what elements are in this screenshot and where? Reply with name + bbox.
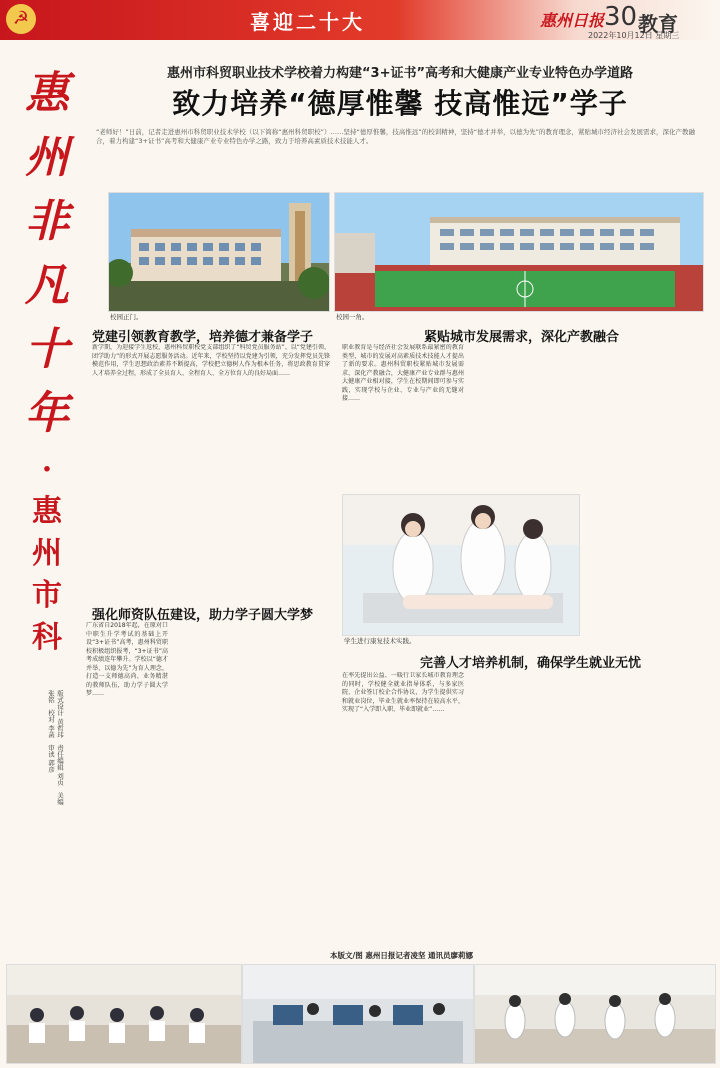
vt-char: 非 — [25, 196, 69, 247]
article-headline: 致力培养“德厚惟馨 技高惟远”学子 — [172, 87, 628, 120]
practical-training-photo — [474, 964, 716, 1064]
section-body-employment: 在率先提出公益、一暖行卫家长城市教育理念的同时，学校健全就业指导体系，与多家医院、企业签订校企合作协议，为学生提供实习和就业岗位，毕业生就业率保持在较高水平，实现了“入学即入职、毕业即就业”…… — [342, 672, 464, 713]
section-body-industry-integration-col2 — [468, 344, 580, 490]
lab-photo — [242, 964, 474, 1064]
section-body-party-building: 新学期，为迎接学生返校，惠州科贸职校党支部组织了“科贸党员服务站”、以“党建引领、团学助力”的形式开展志愿服务活动。近年来，学校坚持以党建为引领，充分发挥党员先锋模范作用，学生思想政治素养不断提高，学校把立德树人作为根本任务，将思政教育贯穿人才培养全过程，形成了全员育人、全程育人、全方位育人的良好局面…… — [92, 344, 330, 377]
vertical-title — [14, 62, 80, 652]
page-number: 30 — [604, 2, 638, 32]
section-title-industry-integration: 紧贴城市发展需求，深化产教融合 — [424, 330, 620, 345]
section-body-employment-col3 — [586, 612, 706, 942]
editorial-credits: 版式设计 黄哲玮 责任编辑 刘贞 美编 张铭 校对 李菡 审读 郭彦 — [47, 690, 64, 805]
article-subtitle: 惠州市科贸职业技术学校着力构建“3+证书”高考和大健康产业专业特色办学道路 — [166, 66, 634, 81]
paper-name-logo: 惠州日报 — [540, 11, 605, 30]
section-title-party-building: 党建引领教育教学，培养德才兼备学子 — [92, 330, 314, 345]
vt-char: 州 — [32, 536, 62, 571]
article-lead: “老师好！”日前，记者走进惠州市科贸职业技术学校（以下简称“惠州科贸职校”）……坚持“德厚惟馨，技高惟远”的校训精神，坚持“德才并举，以德为先”的教育理念，紧贴城市经济社会发展需求，深化产教融合，着力构建“3+证书”高考和大健康产业专业特色办学之路，致力于培养高素质技术技能人才。 — [96, 128, 695, 145]
vertical-title-line2 — [14, 452, 80, 652]
section-body-teaching-staff-col2 — [172, 622, 254, 904]
section-body-column-right — [586, 344, 706, 606]
campus-gate-photo — [108, 192, 330, 312]
section-body-teaching-staff-col3 — [258, 622, 338, 904]
nursing-practice-photo — [342, 494, 580, 636]
issue-date: 2022年10月12日 星期三 — [588, 31, 680, 40]
campus-view-photo — [334, 192, 704, 312]
vt-char: 年 — [25, 388, 69, 439]
vt-char: 凡 — [25, 260, 69, 311]
vt-char: · — [41, 452, 53, 487]
vt-char: 惠 — [32, 494, 62, 529]
section-body-employment-col2 — [468, 672, 580, 942]
vt-char: 惠 — [25, 68, 69, 119]
vt-char: 市 — [32, 578, 62, 613]
classroom-photo — [6, 964, 242, 1064]
banner-slogan: 喜迎二十大 — [250, 10, 365, 34]
vt-char: 科 — [32, 620, 62, 652]
vt-char: 州 — [25, 132, 69, 183]
party-emblem-icon: ☭ — [6, 4, 36, 34]
masthead-banner — [0, 0, 720, 40]
vertical-title-line1 — [14, 62, 80, 446]
section-body-teaching-staff: 广东省自2018年起，在原对口中职生升学考试的基础上开设“3+证书”高考，惠州科贸职校积极组织报考，“3+证书”高考成绩连年攀升。学校以“德才并举、以德为先”为育人理念，打造一支师德高尚、业务精湛的教师队伍，助力学子圆大学梦…… — [86, 622, 168, 697]
vt-char: 十 — [25, 324, 69, 375]
byline: 本版文/图 惠州日报记者凌坚 通讯员廖莉娜 — [330, 951, 473, 960]
section-title-teaching-staff: 强化师资队伍建设，助力学子圆大学梦 — [92, 608, 314, 623]
section-body-industry-integration: 职业教育是与经济社会发展联系最紧密的教育类型，城市的发展对高素质技术技能人才提出了新的要求。惠州科贸职校紧贴城市发展需求，深化产教融合，大健康产业专业群与惠州大健康产业相对接，学生在校期间即可参与实践，实现学校与企业、专业与产业的无缝对接…… — [342, 344, 464, 402]
section-name: 教育 — [638, 12, 678, 36]
campus-gate-caption: 校园正门。 — [110, 313, 143, 321]
nursing-practice-caption: 学生进行康复技术实践。 — [344, 637, 416, 645]
campus-view-caption: 校园一角。 — [336, 313, 369, 321]
section-title-employment: 完善人才培养机制，确保学生就业无忧 — [420, 656, 642, 671]
